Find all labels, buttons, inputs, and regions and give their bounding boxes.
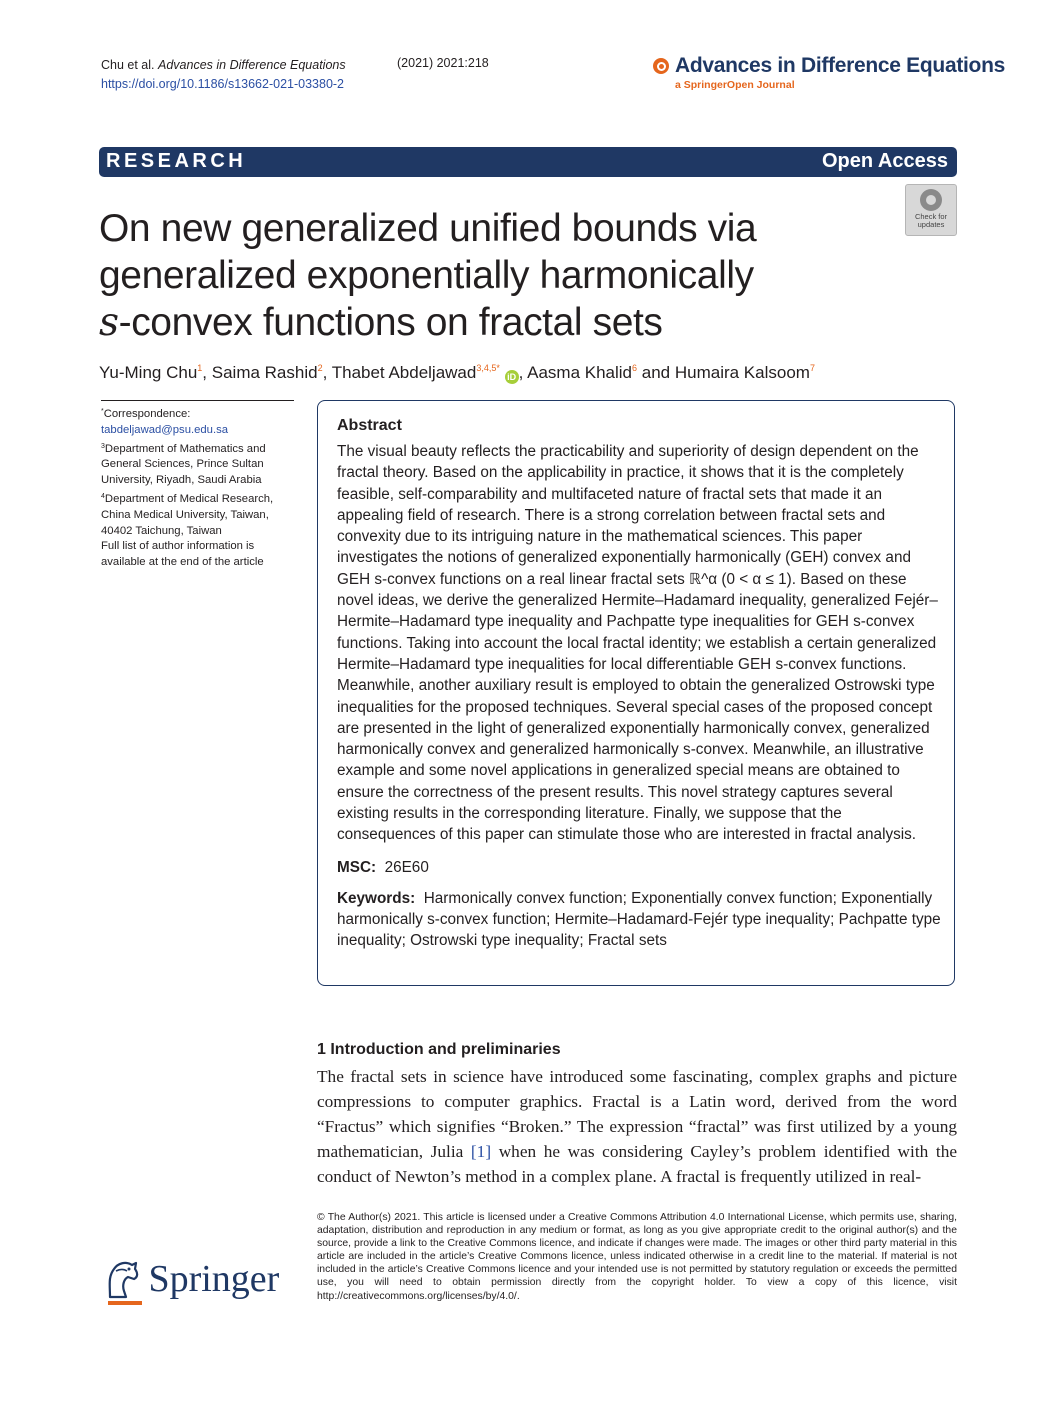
title-line-3 — [99, 299, 889, 346]
title-italic-s: s — [99, 300, 119, 345]
check-updates-line1: Check for — [914, 212, 948, 221]
journal-logo-icon — [653, 58, 669, 74]
msc-line — [337, 857, 942, 878]
author-affiliation: 2 — [317, 363, 323, 373]
running-header — [101, 56, 346, 94]
author-info-note: Full list of author information is available at the end of the article — [101, 540, 264, 569]
author-name[interactable]: Humaira Kalsoom — [674, 363, 810, 382]
section-text: when he was considering Cayley’s problem identified with the conduct of Newton’s method in a complex plane. A fractal is frequently utilized in real- — [317, 1142, 957, 1186]
author-separator: , — [518, 363, 528, 382]
check-updates-icon — [920, 189, 942, 211]
check-updates-line2: updates — [917, 220, 945, 229]
springer-horse-icon — [100, 1257, 144, 1301]
header-journal: Advances in Difference Equations — [158, 58, 346, 72]
author-separator: , — [202, 363, 212, 382]
correspondence-email[interactable]: tabdeljawad@psu.edu.sa — [101, 423, 229, 436]
article-title — [99, 205, 889, 346]
author-affiliation: 7 — [809, 363, 815, 373]
author-separator: , — [322, 363, 332, 382]
author-name[interactable]: Aasma Khalid — [527, 363, 633, 382]
section-body — [317, 1064, 957, 1189]
springer-logo[interactable] — [100, 1257, 279, 1301]
citation-link[interactable]: [1] — [470, 1142, 492, 1161]
header-year-volume: (2021) 2021:218 — [397, 56, 489, 70]
article-type-band — [99, 147, 957, 177]
orcid-icon[interactable]: iD — [505, 370, 519, 384]
author-name[interactable]: Saima Rashid — [211, 363, 318, 382]
msc-value: 26E60 — [384, 858, 429, 876]
author-separator: and — [637, 363, 675, 382]
springer-accent-bar — [108, 1301, 142, 1305]
keywords-line — [337, 888, 942, 952]
open-access-label: Open Access — [822, 150, 948, 172]
springer-wordmark: Springer — [148, 1258, 280, 1300]
title-line-2: generalized exponentially harmonically — [99, 254, 754, 297]
doi-link[interactable]: https://doi.org/10.1186/s13662-021-03380-2 — [101, 77, 345, 91]
affiliation-3: Department of Mathematics and General Sciences, Prince Sultan University, Riyadh, Saudi Arabia — [101, 442, 266, 487]
correspondence-sidebar: *Correspondence: tabdeljawad@psu.edu.sa $^3$Department of Mathematics and General Sciences, Prince Sultan University, Riyadh, Saudi Arabia $^4$Department of Medical Research, China Medical University, Taiwan, 40402 Taichung, Taiwan Full list of author information is available at the end of the article — [101, 400, 294, 571]
keywords-label: Keywords: — [337, 889, 416, 907]
journal-logo-title: Advances in Difference Equations — [675, 54, 1005, 77]
keywords-value: Harmonically convex function; Exponentially convex function; Exponentially harmonically s-convex function; Hermite–Hadamard-Fejér type inequality; Pachpatte type inequality; Ostrowski type inequality; Fractal sets — [337, 889, 941, 950]
author-affiliation: 3,4,5* — [476, 363, 500, 373]
journal-logo[interactable] — [653, 54, 1005, 92]
abstract-text: The visual beauty reflects the practicability and superiority of design dependent on the fractal theory. Based on the applicability in practice, it shows that it is the completely feasible, self-comparability and multifaceted nature of fractal sets that made it an appealing field of research. There is a strong correlation between fractal sets and convexity due to its intriguing nature in the mathematical sciences. This paper investigates the notions of generalized exponentially harmonically (GEH) convex and GEH s-convex functions on a real linear fractal sets ℝ^α (0 < α ≤ 1). Based on these novel ideas, we derive the generalized Hermite–Hadamard inequality, generalized Fejér–Hermite–Hadamard type inequality and Pachpatte type inequalities for GEH s-convex functions. Taking into account the local fractal identity; we establish a certain generalized Hermite–Hadamard type inequalities for local differentiable GEH s-convex functions. Meanwhile, another auxiliary result is employed to obtain the generalized Ostrowski type inequalities for the proposed techniques. Several special cases of the proposed concept are presented in the light of generalized exponentially harmonically convex, generalized harmonically convex and generalized harmonically s-convex. Meanwhile, an illustrative example and some novel applications in generalized special means are obtained to ensure the correctness of the present results. This novel strategy captures several existing results in the corresponding literature. Finally, we suppose that the consequences of this paper can stimulate those who are interested in fractal analysis. — [337, 443, 938, 844]
header-authors: Chu et al. — [101, 58, 155, 72]
section-text: The fractal sets in science have introduced some fascinating, complex graphs and picture compressions to computer graphics. Fractal is a Latin word, derived from the word “Fractus” which signifies “Broken.” The expression “fractal” was first utilized by a young mathematician, Julia — [317, 1067, 957, 1161]
title-line-3-rest: -convex functions on fractal sets — [118, 301, 663, 344]
abstract-heading: Abstract — [337, 417, 402, 434]
journal-logo-subtitle: a SpringerOpen Journal — [675, 79, 795, 91]
article-type-label: RESEARCH — [106, 150, 247, 172]
section-heading: 1 Introduction and preliminaries — [317, 1041, 561, 1058]
author-list — [99, 357, 815, 384]
author-name[interactable]: Yu-Ming Chu — [99, 363, 198, 382]
msc-label: MSC: — [337, 858, 377, 876]
abstract-box — [317, 400, 955, 986]
affiliation-4: Department of Medical Research, China Medical University, Taiwan, 40402 Taichung, Taiwan — [101, 492, 274, 537]
correspondence-label: Correspondence: — [103, 408, 191, 420]
title-line-1: On new generalized unified bounds via — [99, 207, 757, 250]
author-affiliation: 6 — [632, 363, 638, 373]
check-for-updates-badge[interactable] — [905, 184, 957, 236]
license-text: © The Author(s) 2021. This article is licensed under a Creative Commons Attribution 4.0 International License, which permits use, sharing, adaptation, distribution and reproduction in any medium or format, as long as you give appropriate credit to the original author(s) and the source, provide a link to the Creative Commons licence, and indicate if changes were made. The images or other third party material in this article are included in the article’s Creative Commons licence, unless indicated otherwise in a credit line to the material. If material is not included in the article’s Creative Commons licence and your intended use is not permitted by statutory regulation or exceeds the permitted use, you will need to obtain permission directly from the copyright holder. To view a copy of this licence, visit http://creativecommons.org/licenses/by/4.0/. — [317, 1212, 957, 1302]
author-name[interactable]: Thabet Abdeljawad — [331, 363, 477, 382]
author-affiliation: 1 — [197, 363, 203, 373]
